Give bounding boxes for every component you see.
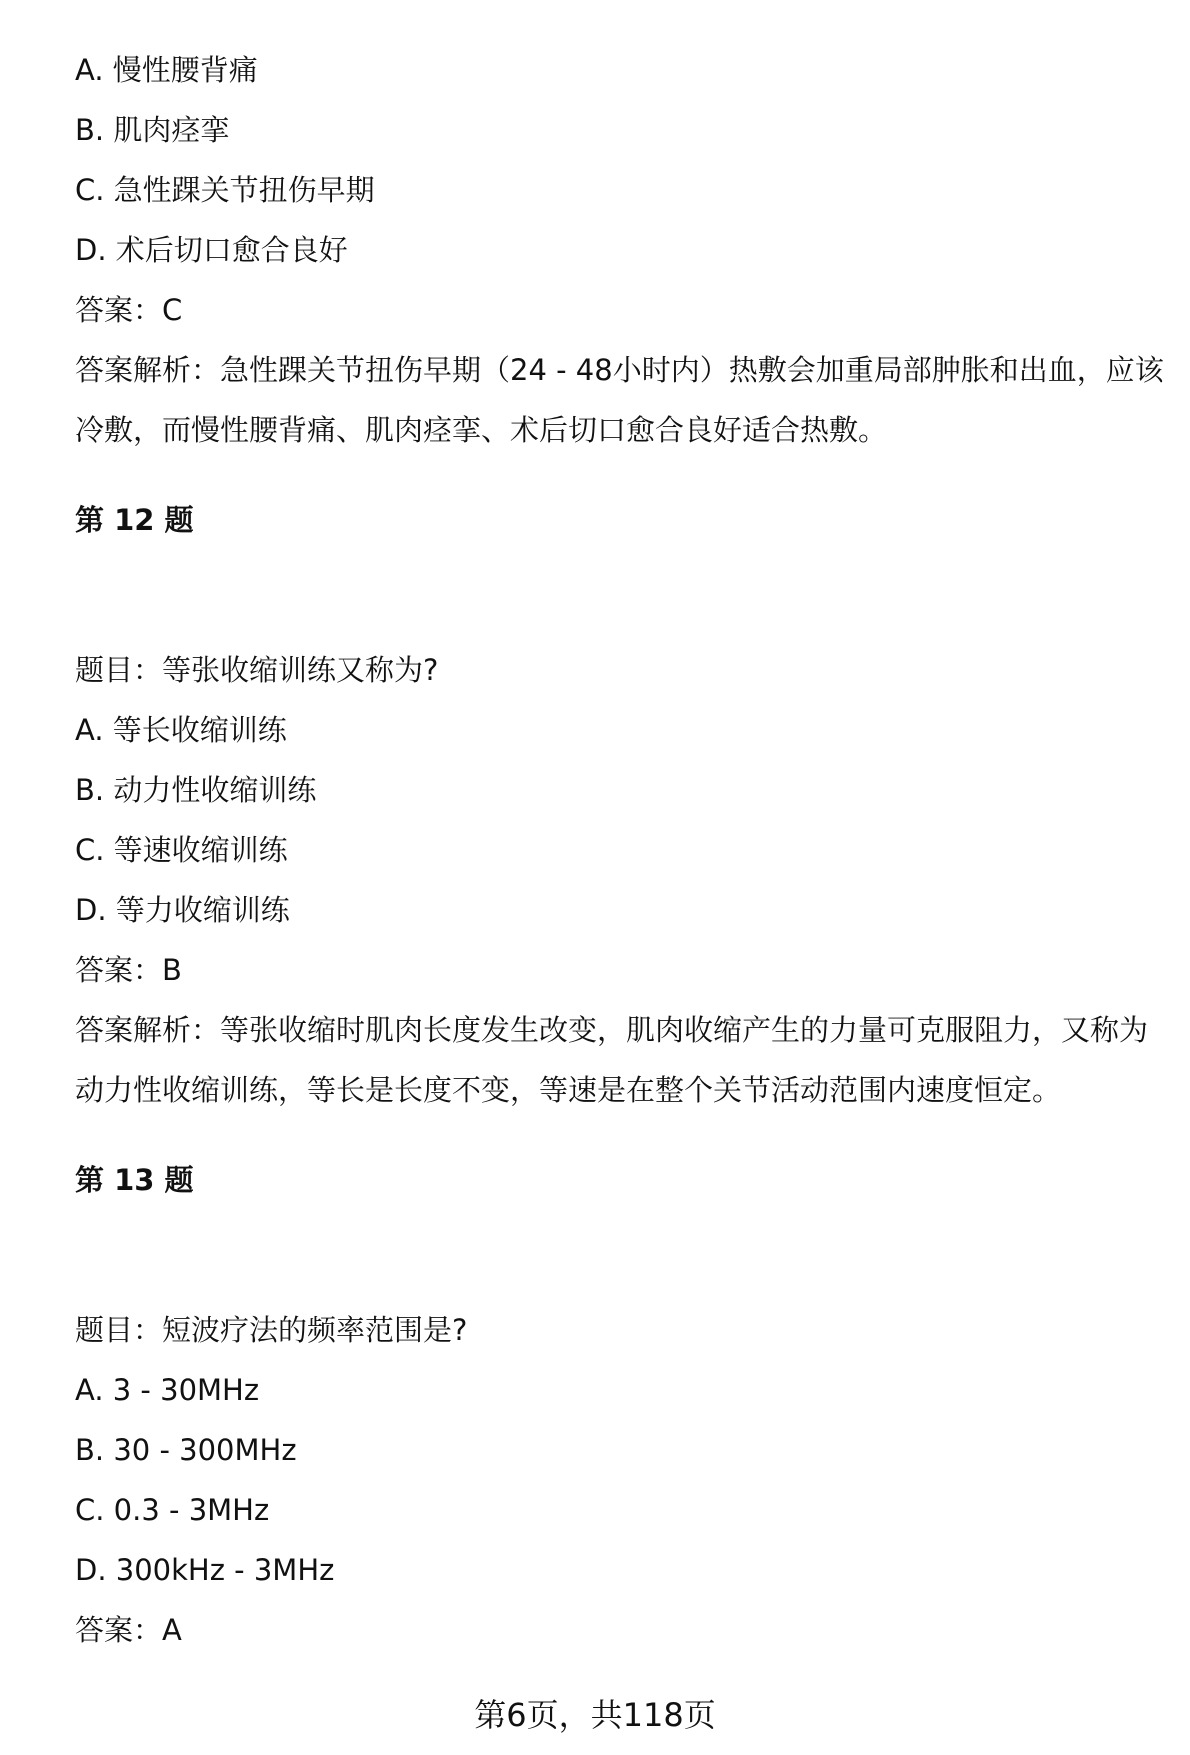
q13-option-d: D. 300kHz - 3MHz (75, 1553, 335, 1587)
q12-question: 题目：等张收缩训练又称为? (75, 653, 439, 687)
q12-explanation: 答案解析：等张收缩时肌肉长度发生改变，肌肉收缩产生的力量可克服阻力，又称为动力性收缩训练，等长是长度不变，等速是在整个关节活动范围内速度恒定。 (75, 1013, 1149, 1107)
q11-answer: 答案：C (75, 293, 183, 327)
q11-option-b: B. 肌肉痉挛 (75, 113, 230, 147)
q12-option-d: D. 等力收缩训练 (75, 893, 290, 927)
q13-heading: 第 13 题 (75, 1163, 194, 1197)
q11-option-a: A. 慢性腰背痛 (75, 53, 258, 87)
q13-option-a: A. 3 - 30MHz (75, 1373, 260, 1407)
q12-option-c: C. 等速收缩训练 (75, 833, 288, 867)
q13-option-c: C. 0.3 - 3MHz (75, 1493, 270, 1527)
page-footer: 第6页，共118页 (474, 1696, 716, 1734)
q12-option-a: A. 等长收缩训练 (75, 713, 287, 747)
q12-heading: 第 12 题 (75, 503, 194, 537)
q11-explanation: 答案解析：急性踝关节扭伤早期（24 - 48小时内）热敷会加重局部肿胀和出血，应该冷敷，而慢性腰背痛、肌肉痉挛、术后切口愈合良好适合热敷。 (75, 353, 1164, 447)
q11-option-d: D. 术后切口愈合良好 (75, 233, 348, 267)
q12-option-b: B. 动力性收缩训练 (75, 773, 317, 807)
q12-answer: 答案：B (75, 953, 182, 987)
q11-option-c: C. 急性踝关节扭伤早期 (75, 173, 375, 207)
q13-option-b: B. 30 - 300MHz (75, 1433, 297, 1467)
q13-answer: 答案：A (75, 1613, 182, 1647)
q13-question: 题目：短波疗法的频率范围是? (75, 1313, 468, 1347)
